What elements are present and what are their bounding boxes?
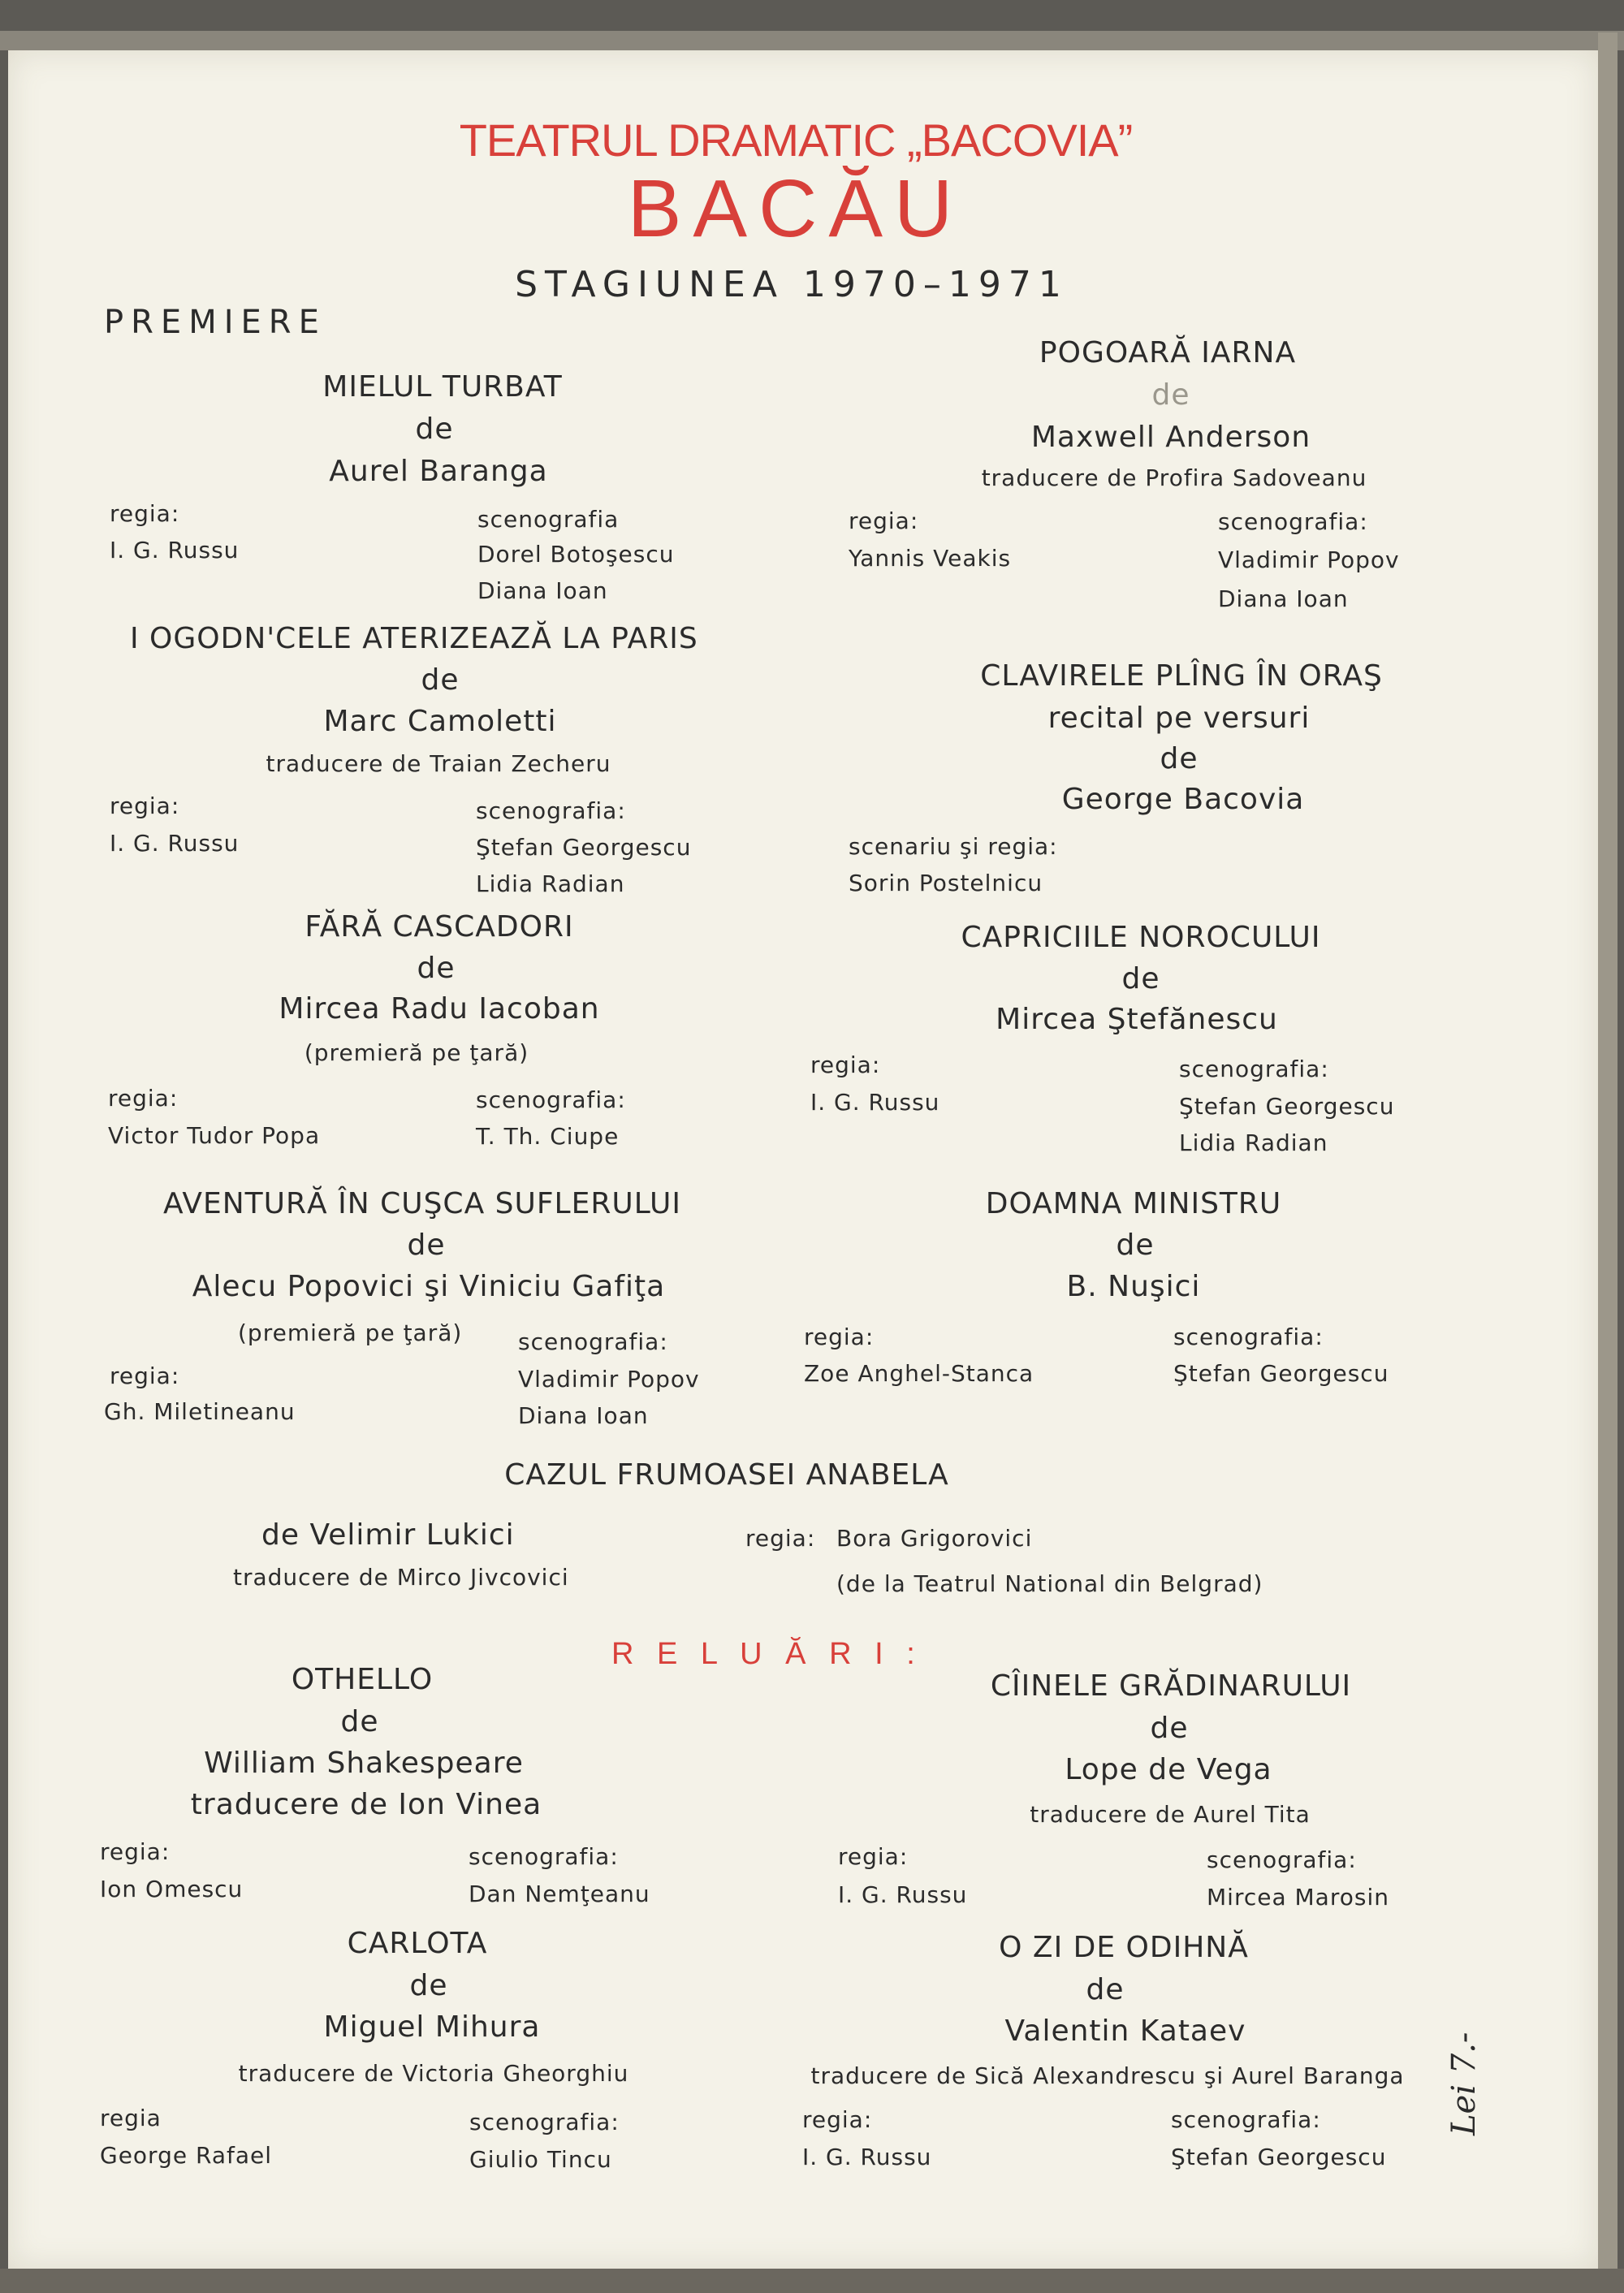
- play-title: POGOARĂ IARNA: [1039, 336, 1297, 369]
- play-translation: traducere de Mirco Jivcovici: [233, 1564, 569, 1591]
- regia-label: scenariu şi regia:: [849, 833, 1058, 860]
- sceno-name-1: Giulio Tincu: [469, 2146, 612, 2173]
- regia-label: regia:: [745, 1525, 816, 1552]
- play-de: de: [421, 663, 460, 697]
- sceno-label: scenografia:: [1173, 1324, 1324, 1350]
- regia-label: regia: [100, 2105, 162, 2131]
- book-top-edge: [0, 31, 1624, 50]
- sceno-name-1: Ştefan Georgescu: [1179, 1093, 1395, 1120]
- play-author: William Shakespeare: [204, 1747, 524, 1780]
- play-title: CLAVIRELE PLÎNG ÎN ORAŞ: [980, 659, 1383, 693]
- theatre-name: TEATRUL DRAMATIC „BACOVIA”: [459, 114, 1133, 166]
- regia-label: regia:: [100, 1838, 171, 1865]
- play-title: CAPRICIILE NOROCULUI: [961, 921, 1321, 954]
- play-de: de: [415, 412, 454, 446]
- play-author: Miguel Mihura: [323, 2010, 541, 2044]
- play-author: de Velimir Lukici: [261, 1518, 515, 1552]
- sceno-label: scenografia:: [1207, 1846, 1357, 1873]
- play-de: de: [409, 1969, 448, 2002]
- play-author: B. Nuşici: [1066, 1270, 1201, 1303]
- play-translation: traducere de Profira Sadoveanu: [981, 464, 1367, 491]
- regia-name: I. G. Russu: [802, 2144, 932, 2170]
- sceno-name-2: Lidia Radian: [476, 870, 625, 897]
- sceno-name-2: Lidia Radian: [1179, 1129, 1328, 1156]
- sceno-label: scenografia:: [469, 2109, 620, 2135]
- play-de: de: [1121, 962, 1160, 995]
- regia-name: Yannis Veakis: [849, 545, 1012, 572]
- play-title: DOAMNA MINISTRU: [985, 1187, 1282, 1220]
- play-title: I OGODN'CELE ATERIZEAZĂ LA PARIS: [130, 622, 698, 655]
- season-title: STAGIUNEA 1970–1971: [515, 264, 1069, 305]
- play-author: Maxwell Anderson: [1030, 421, 1311, 454]
- play-title: AVENTURĂ ÎN CUŞCA SUFLERULUI: [163, 1187, 681, 1220]
- play-author: Aurel Baranga: [329, 455, 548, 488]
- regia-name: I. G. Russu: [810, 1089, 940, 1116]
- play-author: Lope de Vega: [1065, 1753, 1272, 1786]
- play-title: OTHELLO: [291, 1663, 434, 1696]
- sceno-name-1: Vladimir Popov: [518, 1366, 700, 1393]
- sceno-name-1: Ştefan Georgescu: [1171, 2144, 1387, 2170]
- play-author: Mircea Radu Iacoban: [279, 992, 600, 1026]
- regia-label: regia:: [838, 1843, 909, 1870]
- sceno-label: scenografia:: [1218, 508, 1368, 535]
- book-right-edge: [1598, 32, 1618, 2282]
- play-author: Marc Camoletti: [323, 705, 557, 738]
- regia-name: Victor Tudor Popa: [108, 1122, 321, 1149]
- regia-name: Bora Grigorovici: [836, 1525, 1033, 1552]
- sceno-name-2: Diana Ioan: [518, 1402, 649, 1429]
- regia-name: I. G. Russu: [838, 1881, 968, 1908]
- regia-name: Gh. Miletineanu: [104, 1398, 296, 1425]
- play-de: de: [340, 1705, 379, 1738]
- regia-name: I. G. Russu: [110, 537, 240, 564]
- play-title: CAZUL FRUMOASEI ANABELA: [504, 1458, 949, 1492]
- sceno-label: scenografia:: [1179, 1056, 1329, 1082]
- play-author: Alecu Popovici şi Viniciu Gafiţa: [192, 1270, 666, 1303]
- section-reluari: R E L U Ă R I :: [611, 1637, 922, 1671]
- regia-label: regia:: [110, 1362, 180, 1389]
- play-de: de: [1151, 378, 1190, 412]
- regia-label: regia:: [110, 500, 180, 527]
- play-author: Mircea Ştefănescu: [996, 1003, 1278, 1036]
- regia-label: regia:: [804, 1324, 875, 1350]
- sceno-label: scenografia:: [476, 1086, 626, 1113]
- play-title: MIELUL TURBAT: [322, 370, 563, 404]
- regia-name: Sorin Postelnicu: [849, 870, 1043, 896]
- sceno-label: scenografia:: [1171, 2106, 1321, 2133]
- regia-name: Zoe Anghel-Stanca: [804, 1360, 1034, 1387]
- sceno-name-2: Diana Ioan: [1218, 585, 1349, 612]
- sceno-name-1: Mircea Marosin: [1207, 1884, 1389, 1911]
- play-translation: traducere de Aurel Tita: [1030, 1801, 1311, 1828]
- sceno-name-1: Dorel Botoşescu: [477, 541, 675, 568]
- regia-label: regia:: [108, 1085, 179, 1112]
- play-author: George Bacovia: [1061, 783, 1305, 816]
- play-note: (premieră pe ţară): [238, 1319, 463, 1346]
- play-author: Valentin Kataev: [1004, 2014, 1246, 2048]
- book-bottom-edge: [0, 2269, 1624, 2293]
- play-de: de: [1086, 1973, 1125, 2006]
- play-note: (de la Teatrul National din Belgrad): [836, 1570, 1263, 1597]
- play-title: FĂRĂ CASCADORI: [304, 910, 574, 944]
- sceno-label: scenografia:: [518, 1328, 668, 1355]
- play-translation: traducere de Ion Vinea: [190, 1788, 542, 1821]
- play-translation: traducere de Sică Alexandrescu şi Aurel Baranga: [810, 2062, 1405, 2089]
- regia-name: Ion Omescu: [100, 1876, 244, 1902]
- regia-name: I. G. Russu: [110, 830, 240, 857]
- regia-label: regia:: [110, 792, 180, 819]
- regia-name: George Rafael: [100, 2142, 272, 2169]
- city-name: BACĂU: [627, 163, 965, 254]
- regia-label: regia:: [810, 1051, 881, 1078]
- sceno-name-1: Vladimir Popov: [1218, 546, 1400, 573]
- sceno-name-1: Ştefan Georgescu: [476, 834, 692, 861]
- play-de: de: [1116, 1229, 1155, 1262]
- play-de: de: [407, 1229, 446, 1262]
- play-title: CARLOTA: [347, 1927, 488, 1960]
- sceno-label: scenografia: [477, 506, 620, 533]
- price-label: Lei 7.-: [1445, 2032, 1483, 2135]
- regia-label: regia:: [802, 2106, 873, 2133]
- play-de: de: [1150, 1712, 1189, 1745]
- play-title: O ZI DE ODIHNĂ: [999, 1931, 1249, 1964]
- play-translation: traducere de Traian Zecheru: [266, 750, 611, 777]
- sceno-name-1: T. Th. Ciupe: [476, 1123, 620, 1150]
- play-de: de: [1160, 742, 1199, 775]
- sceno-label: scenografia:: [469, 1843, 619, 1870]
- sceno-name-1: Dan Nemţeanu: [469, 1881, 650, 1907]
- play-title: CÎINELE GRĂDINARULUI: [990, 1669, 1352, 1703]
- sceno-name-2: Diana Ioan: [477, 577, 608, 604]
- sceno-label: scenografia:: [476, 797, 626, 824]
- sceno-name-1: Ştefan Georgescu: [1173, 1360, 1389, 1387]
- program-page: [8, 50, 1598, 2269]
- section-premiere: PREMIERE: [104, 304, 326, 341]
- play-note: (premieră pe ţară): [304, 1039, 529, 1066]
- play-translation: traducere de Victoria Gheorghiu: [238, 2060, 629, 2087]
- play-subtitle: recital pe versuri: [1047, 702, 1311, 735]
- regia-label: regia:: [849, 507, 919, 534]
- play-de: de: [417, 952, 456, 985]
